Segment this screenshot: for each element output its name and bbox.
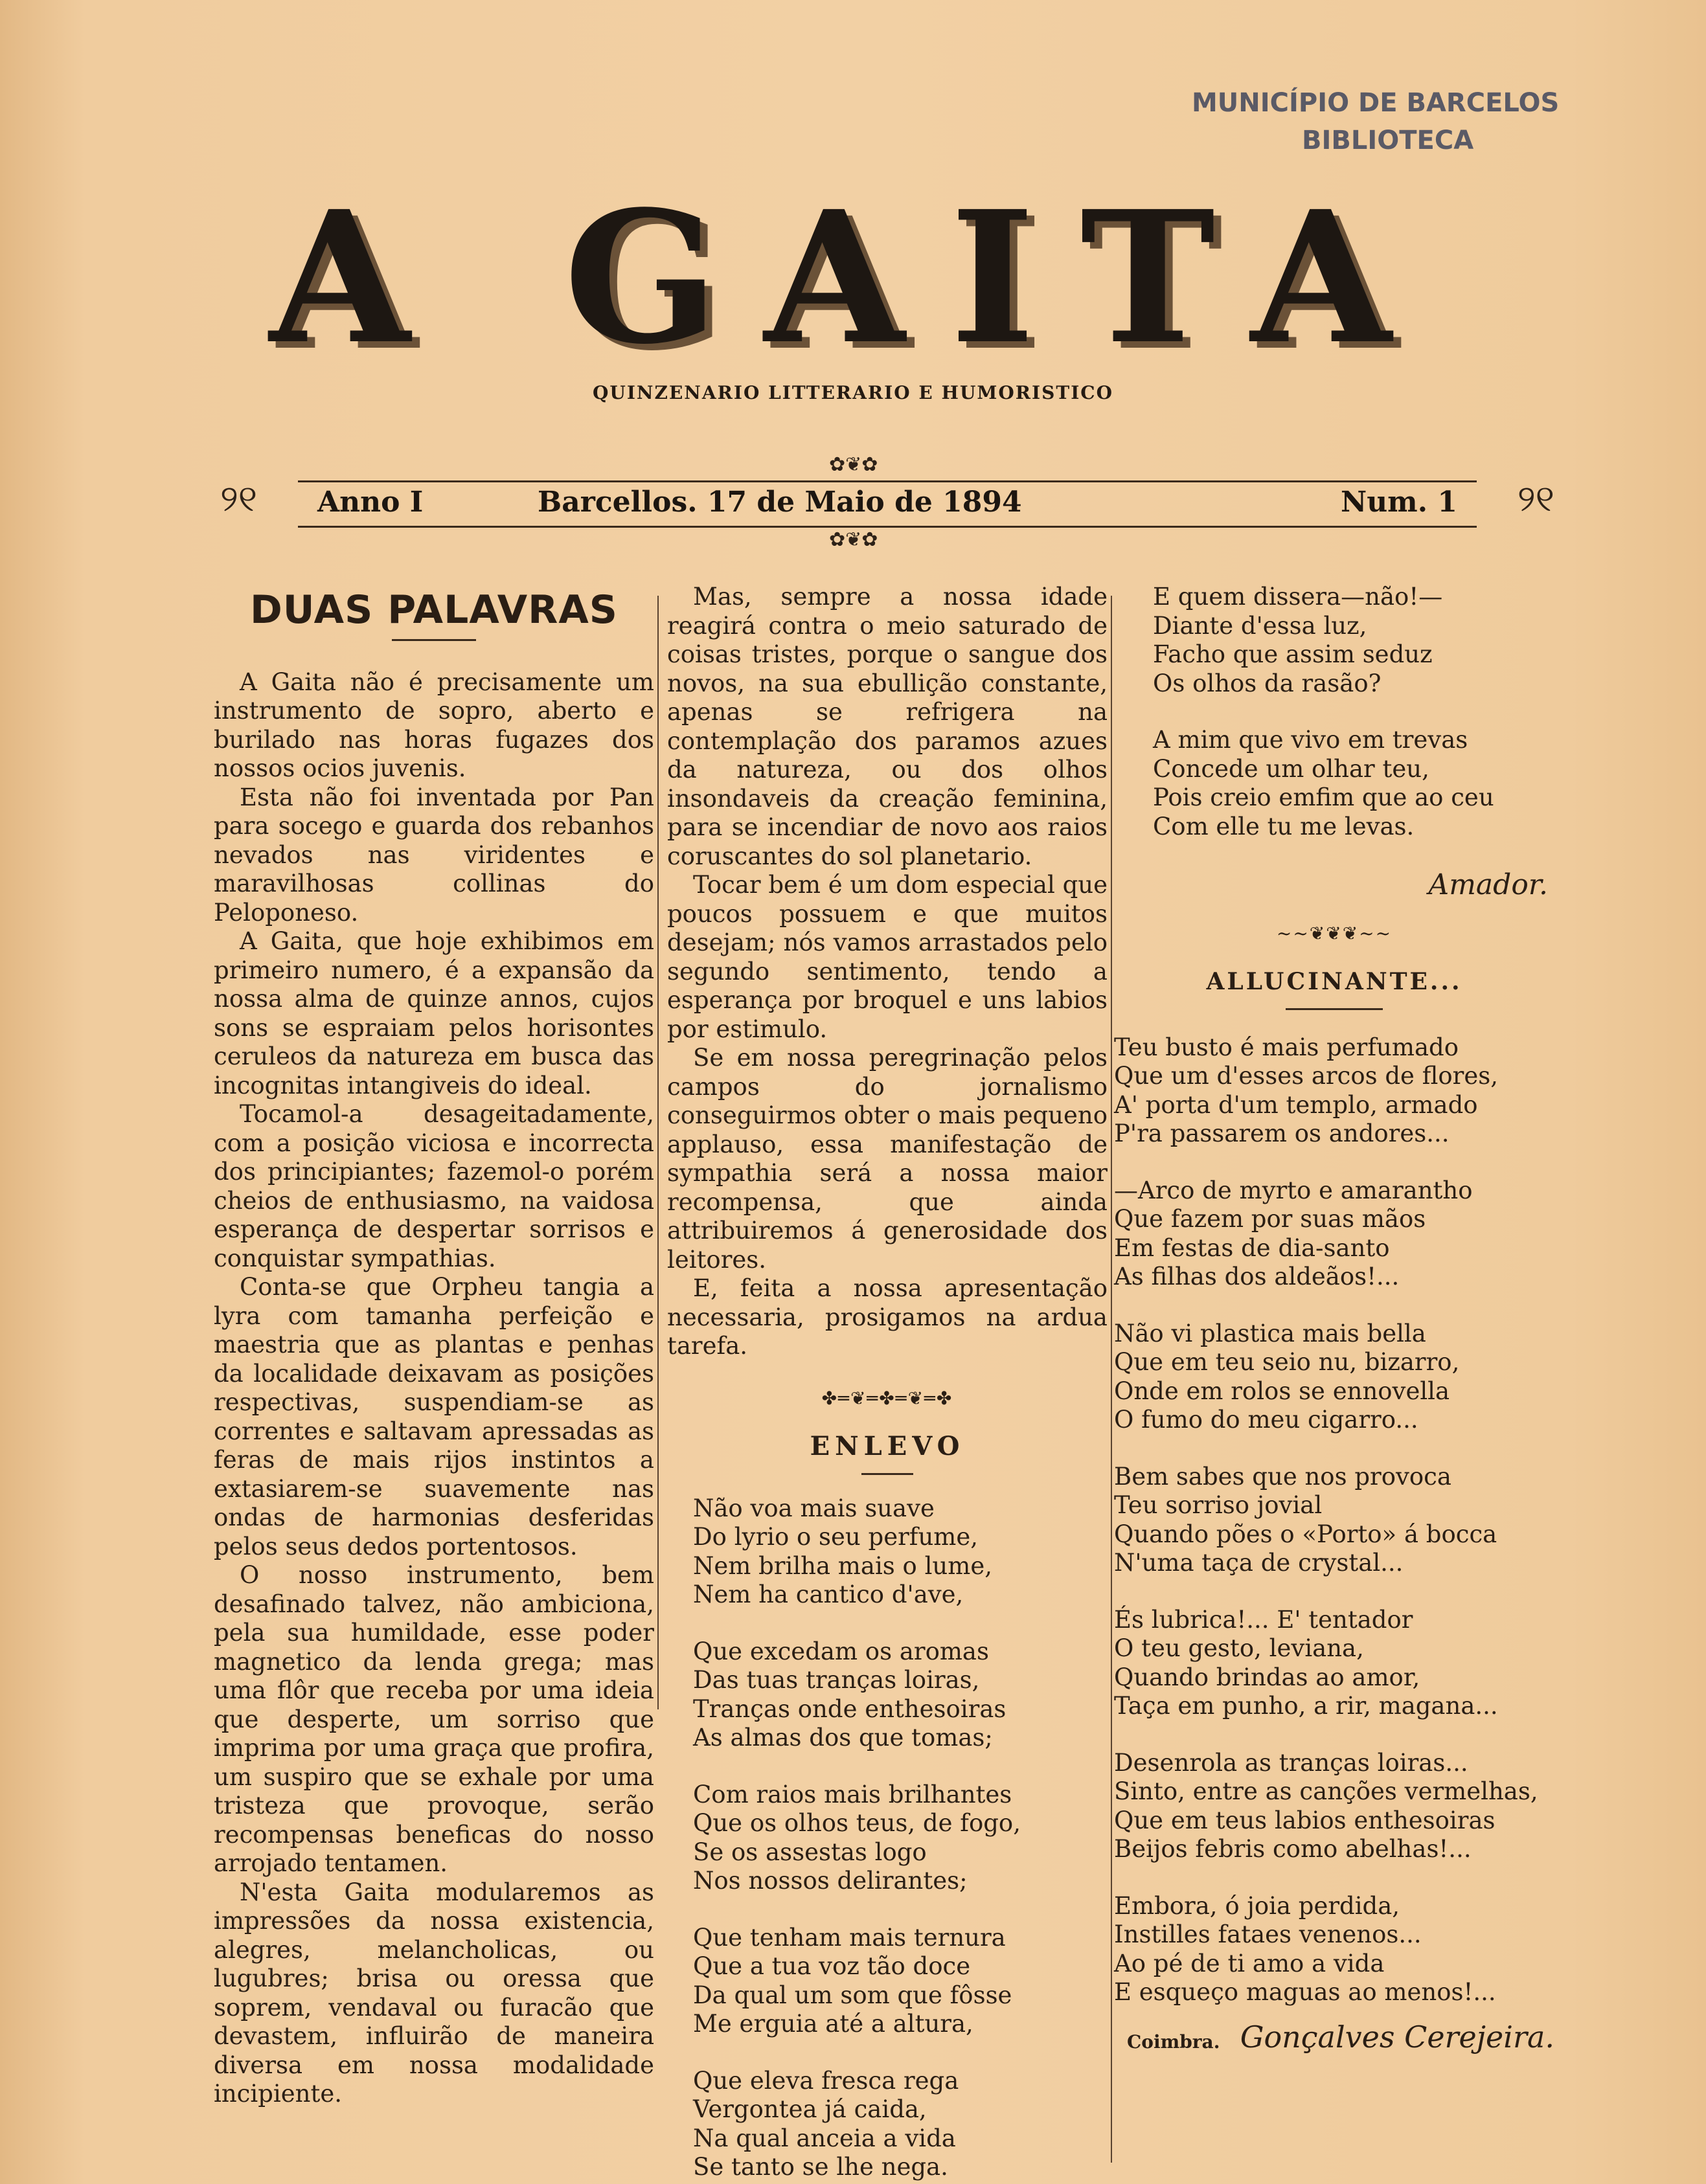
poem-line: Do lyrio o seu perfume, [693,1523,979,1551]
article-title: DUAS PALAVRAS [250,587,618,633]
poem-line: Que em teu seio nu, bizarro, [1114,1348,1460,1376]
poem-stanza [1114,1320,1554,1435]
column-divider [657,596,659,1709]
poem-stanza [1114,1463,1554,1578]
poem-line: As almas dos que tomas; [693,1724,993,1751]
poem-stanza [1153,583,1554,698]
poem-line: Com raios mais brilhantes [693,1780,1012,1808]
article-paragraph: Tocamol-a desageitadamente, com a posição viciosa e incorrecta dos principiantes; fazemol-o porém cheios de enthusiasmo, na vaidosa esperança de despertar sorrisos e conquistar sympathias. [214,1100,654,1272]
poem-line: Que fazem por suas mãos [1114,1205,1426,1233]
poem-stanza [1114,1892,1554,2007]
article-paragraph: A Gaita não é precisamente um instrumento de sopro, aberto e burilado nas horas fugazes dos nossos ocios juvenis. [214,668,654,782]
poem-stanza [693,1924,1108,2039]
poem-line: O teu gesto, leviana, [1114,1634,1364,1662]
issue-year: Anno I [317,486,424,519]
poem-line: Tranças onde enthesoiras [693,1694,1007,1723]
title-rule [1286,1008,1383,1010]
scroll-ornament-icon: ୨୧ [220,478,258,520]
dateline [214,453,1561,551]
floral-ornament-icon: ✿❦✿ [829,528,878,551]
poem-line: Embora, ó joia perdida, [1114,1891,1400,1920]
article-paragraph: Mas, sempre a nossa idade reagirá contra o meio saturado de coisas tristes, porque o sangue dos novos, na sua ebullição constante, apenas se refrigera na contemplação dos paramos azues da natureza, ou dos olhos insondaveis da creação feminina, para se incendiar de novo aos raios coruscantes do sol planetario. [667,583,1108,870]
poem-line: Onde em rolos se ennovella [1114,1377,1450,1405]
signature-amador: Amador. [1428,868,1548,901]
poem-line: Nos nossos delirantes; [693,1867,968,1895]
poem-line: A' porta d'um templo, armado [1114,1090,1478,1119]
article-column-2 [667,583,1108,2184]
article-paragraph: N'esta Gaita modularemos as impressões da nossa existencia, alegres, melancholicas, ou lugubres; brisa ou oressa que soprem, vendaval ou furacão que devastem, influirão de maneira diversa em nossa modalidade incipiente. [214,1878,654,2108]
poem-line: Que um d'esses arcos de flores, [1114,1062,1498,1090]
poem-line: Beijos febris como abelhas!... [1114,1835,1472,1863]
article-column-1 [214,583,654,2109]
floral-ornament-icon: ✿❦✿ [829,453,878,476]
poem-line: E quem dissera—não!— [1153,583,1443,611]
article-paragraph: A Gaita, que hoje exhibimos em primeiro numero, é a expansão da nossa alma de quinze annos, cujos sons se espraiam pelos horisontes ceruleos da natureza em busca das incognitas intangiveis do ideal. [214,927,654,1099]
article-paragraph: O nosso instrumento, bem desafinado talvez, não ambiciona, pela sua humildade, esse poder magnetico da lenda grega; mas uma flôr que receba por uma ideia que desperte, um sorriso que imprima por uma graça que profira, um suspiro que se exhale por uma tristeza que provoque, serão recompensas beneficas do nosso arrojado tentamen. [214,1561,654,1877]
poem-enlevo [667,1494,1108,2182]
poem-line: Quando pões o «Porto» á bocca [1114,1520,1497,1548]
poem-title-enlevo: ENLEVO [810,1431,965,1461]
masthead-title: A GAITA [269,172,1437,385]
poem-line: Se os assestas logo [693,1838,927,1866]
article-paragraph: Conta-se que Orpheu tangia a lyra com tamanha perfeição e maestria que as plantas e penhas da localidade deixavam as posições respectivas, suspendiam-se as correntes e saltavam apressadas as feras de mais rijos instintos a extasiarem-se suavemente nas ondas de harmonias desferidas pelos seus dedos portentosos. [214,1273,654,1560]
poem-line: P'ra passarem os andores... [1114,1120,1450,1147]
poem-line: Bem sabes que nos provoca [1114,1462,1451,1491]
section-ornament-icon: ✤═❦═✤═❦═✤ [821,1387,953,1409]
article-paragraph: Tocar bem é um dom especial que poucos possuem e que muitos desejam; nós vamos arrastados pelo segundo sentimento, tendo a esperança por broquel e uns labios por estimulo. [667,871,1108,1043]
poem-allucinante [1114,1033,1554,2007]
signature-cerejeira: Gonçalves Cerejeira. [1240,2019,1554,2055]
poem-line: N'uma taça de crystal... [1114,1549,1404,1577]
poem-line: Não voa mais suave [693,1494,935,1522]
dateline-rule-bottom [298,526,1477,528]
poem-line: Vergontea já caida, [693,2095,927,2123]
article-paragraph: Esta não foi inventada por Pan para socego e guarda dos rebanhos nevados nas viridentes e maravilhosas collinas do Peloponeso. [214,783,654,927]
poem-line: Em festas de dia-santo [1114,1233,1390,1262]
poem-line: Se tanto se lhe nega. [693,2153,948,2181]
signature-row [1114,2019,1554,2075]
title-rule [861,1473,913,1475]
poem-line: Que excedam os aromas [693,1637,989,1665]
poem-line: E esqueço maguas ao menos!... [1114,1978,1496,2006]
column-divider [1111,596,1112,2163]
poem-line: Os olhos da rasão? [1153,669,1382,697]
poem-line: Teu busto é mais perfumado [1114,1033,1459,1061]
poem-line: As filhas dos aldeãos!... [1114,1263,1400,1290]
poem-line: Que eleva fresca rega [693,2066,959,2095]
poem-line: Taça em punho, a rir, magana... [1114,1692,1498,1720]
poem-stanza [693,1494,1108,1610]
dateline-rule-top [298,480,1477,482]
poem-line: O fumo do meu cigarro... [1114,1406,1418,1434]
poem-stanza [1114,1749,1554,1864]
poem-line: Concede um olhar teu, [1153,754,1429,783]
poem-stanza [693,1638,1108,1753]
poem-stanza [693,2067,1108,2182]
section-ornament-icon: ~~❦❦❦~~ [1276,922,1393,944]
poem-line: Quando brindas ao amor, [1114,1663,1420,1691]
poem-line: Com elle tu me levas. [1153,812,1415,840]
poem-line: Teu sorriso jovial [1114,1491,1323,1519]
stamp-line-1: MUNICÍPIO DE BARCELOS [1192,88,1560,118]
poem-title-allucinante: ALLUCINANTE... [1206,968,1462,995]
poem-line: Pois creio emfim que ao ceu [1153,783,1494,811]
title-rule [392,639,476,641]
poem-line: Nem ha cantico d'ave, [693,1581,964,1608]
poem-line: Nem brilha mais o lume, [693,1551,992,1580]
poem-stanza [693,1781,1108,1896]
poem-line: Não vi plastica mais bella [1114,1319,1426,1347]
scroll-ornament-icon: ୨୧ [1517,478,1554,520]
poem-line: Me erguia até a altura, [693,2010,973,2038]
poem-line: A mim que vivo em trevas [1153,726,1468,754]
poem-line: Que em teus labios enthesoiras [1114,1806,1496,1834]
poem-line: Que os olhos teus, de fogo, [693,1809,1021,1837]
poem-stanza [1153,726,1554,841]
masthead-subtitle: QUINZENARIO LITTERARIO E HUMORISTICO [593,382,1113,403]
poem-line: Instilles fataes venenos... [1114,1920,1422,1948]
library-stamp [1192,84,1593,159]
stamp-line-2: BIBLIOTECA [1302,126,1474,155]
issue-number: Num. 1 [1340,486,1457,519]
article-paragraph: E, feita a nossa apresentação necessaria, prosigamos na ardua tarefa. [667,1274,1108,1360]
issue-date: Barcellos. 17 de Maio de 1894 [538,486,1022,519]
article-paragraph: Se em nossa peregrinação pelos campos do jornalismo conseguirmos obter o mais pequeno applauso, essa manifestação de sympathia será a nossa maior recompensa, que ainda attribuiremos á generosidade dos leitores. [667,1044,1108,1274]
poem-line: Da qual um som que fôsse [693,1981,1012,2009]
poem-line: Desenrola as tranças loiras... [1114,1748,1468,1777]
poem-stanza [1114,1606,1554,1721]
poem-line: Das tuas tranças loiras, [693,1666,980,1694]
poem-line: Ao pé de ti amo a vida [1114,1949,1385,1977]
poem-line: Que a tua voz tão doce [693,1952,971,1980]
poem-line: Que tenham mais ternura [693,1923,1006,1952]
poem-line: Sinto, entre as canções vermelhas, [1114,1777,1538,1805]
poem-line: —Arco de myrto e amarantho [1114,1176,1473,1204]
poem-line: Facho que assim seduz [1153,640,1433,668]
poem-enlevo-continued [1114,583,1554,841]
place-name: Coimbra. [1127,2031,1220,2053]
poem-stanza [1114,1176,1554,1292]
poem-line: Na qual anceia a vida [693,2124,956,2152]
article-column-3 [1114,583,1554,2075]
poem-line: És lubrica!... E' tentador [1114,1605,1413,1634]
poem-stanza [1114,1033,1554,1149]
poem-line: Diante d'essa luz, [1153,611,1367,640]
